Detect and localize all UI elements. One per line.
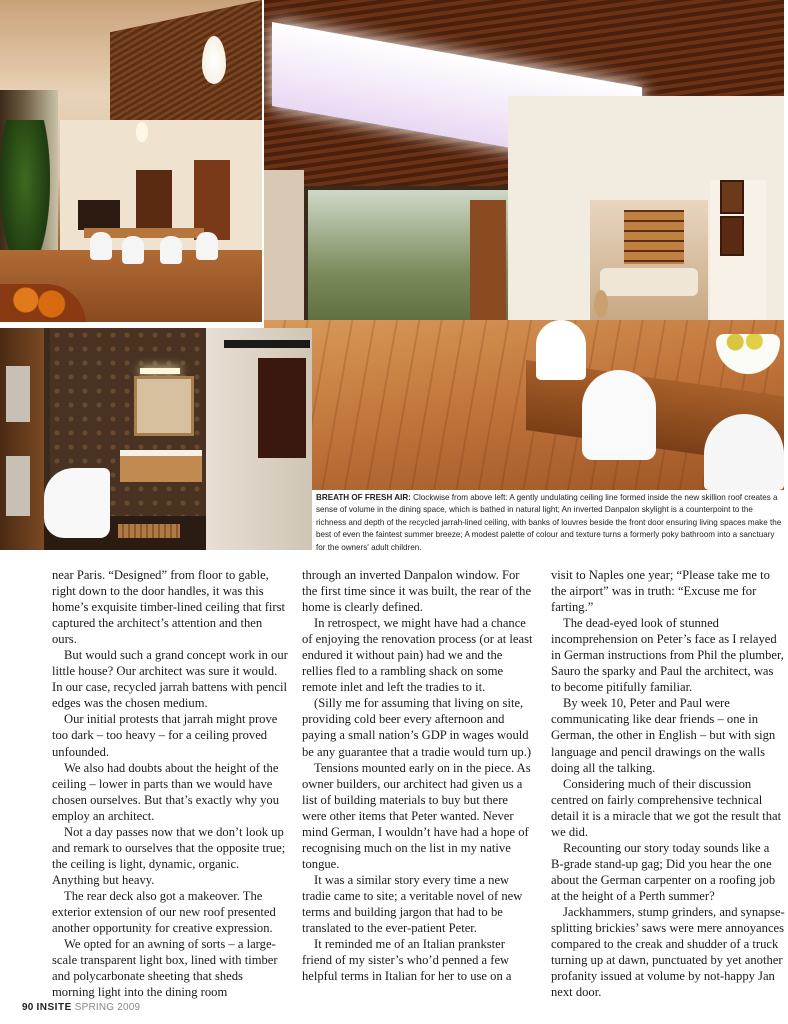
paragraph: We also had doubts about the height of the ceiling – lower in parts than we would have chosen ourselves. But that’s exactly why you employ an architect.: [52, 760, 279, 823]
photo-bathroom: [0, 328, 312, 550]
vanity: [120, 450, 202, 482]
paragraph: It reminded me of an Italian prankster friend of my sister’s who’d penned a few helpful terms in Italian for her to use on a: [302, 937, 512, 984]
guitar: [594, 290, 608, 318]
picture-frame: [720, 216, 744, 256]
photo-caption: [316, 492, 782, 554]
picture-frame: [720, 180, 744, 214]
mirror: [134, 376, 194, 436]
paragraph: Our initial protests that jarrah might prove too dark – too heavy – for a ceiling proved unfounded.: [52, 712, 278, 759]
paragraph: near Paris. “Designed” from floor to gable, right down to the door handles, it was this home’s exquisite timber-lined ceiling that first captured the architect’s attention and then ours.: [52, 568, 286, 647]
door-glass: [6, 456, 30, 516]
bath-mat: [118, 524, 180, 538]
chair: [122, 236, 144, 264]
paragraph: visit to Naples one year; “Please take me to the airport” was in truth: “Excuse me for farting.”: [551, 568, 770, 615]
paragraph: Tensions mounted early on in the piece. As owner builders, our architect had given us a list of building materials to buy but there were other items that Peter wanted. Never mind German, I wouldn’t have had a hope of recognising much on the list in my native tongue.: [302, 760, 531, 871]
paragraph: We opted for an awning of sorts – a large-scale transparent light box, lined with timber and polycarbonate sheeting that sheds morning light into the dining room: [52, 937, 278, 1000]
paragraph: In retrospect, we might have had a chance of enjoying the renovation process (or at least endured it without pain) had we and the rellies fled to a rambling shack on some remote inlet and left the tradies to it.: [302, 616, 533, 695]
chair: [704, 414, 784, 490]
cabinet: [136, 170, 172, 228]
paragraph: The rear deck also got a makeover. The exterior extension of our new roof presented another opportunity for creative expression.: [52, 888, 276, 936]
page-footer: [22, 1002, 140, 1013]
paragraph: The dead-eyed look of stunned incomprehension on Peter’s face as I relayed in German instructions from Phil the plumber, Sauro the sparky and Paul the architect, was to become pitifully familiar.: [551, 616, 784, 695]
paragraph: Jackhammers, stump grinders, and synapse-splitting brickies’ saws were mere annoyances compared to the creak and shudder of a truck turning up at dawn, punctuated by yet another profanity issued at volume by not-happy Jan next door.: [551, 904, 785, 1000]
paragraph: By week 10, Peter and Paul were communicating like dear friends – one in German, the other in English – but with sign language and pencil drawings on the walls doing all the talking.: [551, 696, 776, 775]
chair: [536, 320, 586, 380]
paragraph: But would such a grand concept work in our little house? Our architect was sure it would. In our case, recycled jarrah battens with pencil edges was the chosen medium.: [52, 648, 288, 711]
plant: [0, 120, 50, 270]
caption-lead: BREATH OF FRESH AIR:: [316, 493, 411, 502]
paragraph: Considering much of their discussion centred on fairly comprehensive technical detail it is a miracle that we got the result that we did.: [551, 776, 782, 839]
towel: [258, 358, 306, 458]
wall: [264, 170, 304, 330]
paragraph: Recounting our story today sounds like a B-grade stand-up gag; Did you hear the one about the German carpenter on a roofing job at the height of a Perth summer?: [551, 840, 776, 903]
paragraph: It was a similar story every time a new tradie came to site; a veritable novel of new terms and building jargon that had to be translated to the ever-patient Peter.: [302, 872, 523, 936]
paragraph: (Silly me for assuming that living on site, providing cold beer every afternoon and paying a small nation’s GDP in wages would be any guarantee that a tradie would turn up.): [302, 696, 532, 759]
vanity-light: [140, 368, 180, 374]
door-glass: [6, 366, 30, 422]
sofa: [600, 268, 698, 296]
magazine-name: INSITE: [36, 1002, 72, 1013]
chair: [160, 236, 182, 264]
photo-dining-room: [0, 0, 262, 322]
fireplace: [78, 200, 120, 230]
bathtub: [44, 468, 110, 538]
chair: [90, 232, 112, 260]
photo-living-area: [264, 0, 784, 490]
chair: [196, 232, 218, 260]
towel-rail: [224, 340, 310, 348]
issue-label: SPRING 2009: [74, 1002, 141, 1013]
paragraph: Not a day passes now that we don’t look up and remark to ourselves that the opposite true; the ceiling is light, dynamic, organic. Anything but heavy.: [52, 824, 286, 887]
chair: [582, 370, 656, 460]
front-door: [470, 200, 506, 320]
bookshelf: [624, 210, 684, 264]
text-column-2: [302, 567, 534, 984]
door: [0, 328, 44, 550]
caption-text: Clockwise from above left: A gently undulating ceiling line formed inside the new skillion roof creates a sense of volume in the dining space, which is bathed in natural light; An inverted Danpalon skylight is a counterpoint to the richness and depth of the recycled jarrah-lined ceiling, with banks of louvres beside the front door ensuring living spaces make the best of even the faintest summer breeze; A modest palette of colour and texture turns a formerly poky bathroom into a sanctuary for the owners' adult children.: [316, 493, 782, 552]
text-column-3: [551, 567, 785, 1000]
page-number: 90: [22, 1002, 34, 1013]
pendant-lamp: [136, 122, 148, 142]
paragraph: through an inverted Danpalon window. For the first time since it was built, the rear of the home is clearly defined.: [302, 568, 532, 615]
text-column-1: [52, 567, 288, 1000]
